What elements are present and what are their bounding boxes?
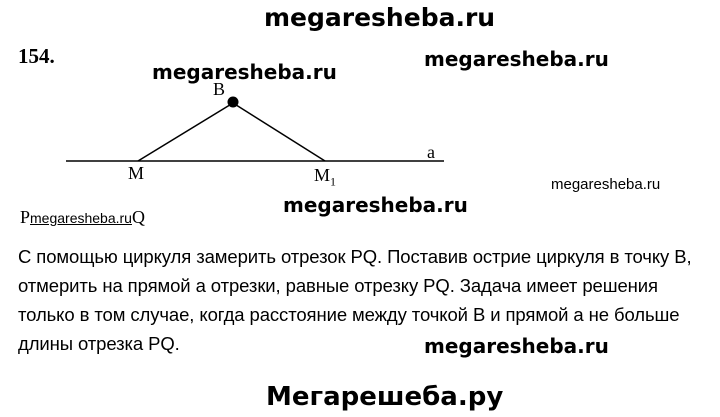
watermark: megaresheba.ru	[424, 47, 609, 71]
label-point-M: M	[128, 163, 145, 183]
segment-BM	[138, 103, 233, 161]
watermark: megaresheba.ru	[424, 334, 609, 358]
watermark: megaresheba.ru	[283, 193, 468, 217]
watermark-top: megaresheba.ru	[264, 3, 496, 32]
solution-text: С помощью циркуля замерить отрезок PQ. Поставив острие циркуля в точку B, отмерить на прямой а отрезки, равные отрезку PQ. Задача имеет решения только в том случае, когда расстояние между точкой B и прямой а не больше длины отрезка PQ.	[18, 246, 692, 354]
label-point-M1	[314, 165, 336, 190]
problem-number: 154.	[18, 44, 55, 68]
segment-BM1	[233, 103, 325, 161]
point-B-dot	[228, 97, 239, 108]
segment-PQ-middle: megaresheba.ru	[30, 210, 132, 226]
watermark: megaresheba.ru	[152, 60, 337, 84]
segment-Q: Q	[131, 207, 145, 227]
label-point-B: B	[213, 79, 226, 99]
segment-P: P	[20, 207, 31, 227]
watermark-bottom: Мегарешеба.ру	[266, 382, 504, 412]
watermark: megaresheba.ru	[551, 176, 661, 193]
label-M1-sub: 1	[330, 174, 337, 189]
label-M1-base: M	[314, 165, 331, 185]
segment-PQ	[20, 207, 145, 228]
label-line-a: a	[427, 142, 435, 162]
